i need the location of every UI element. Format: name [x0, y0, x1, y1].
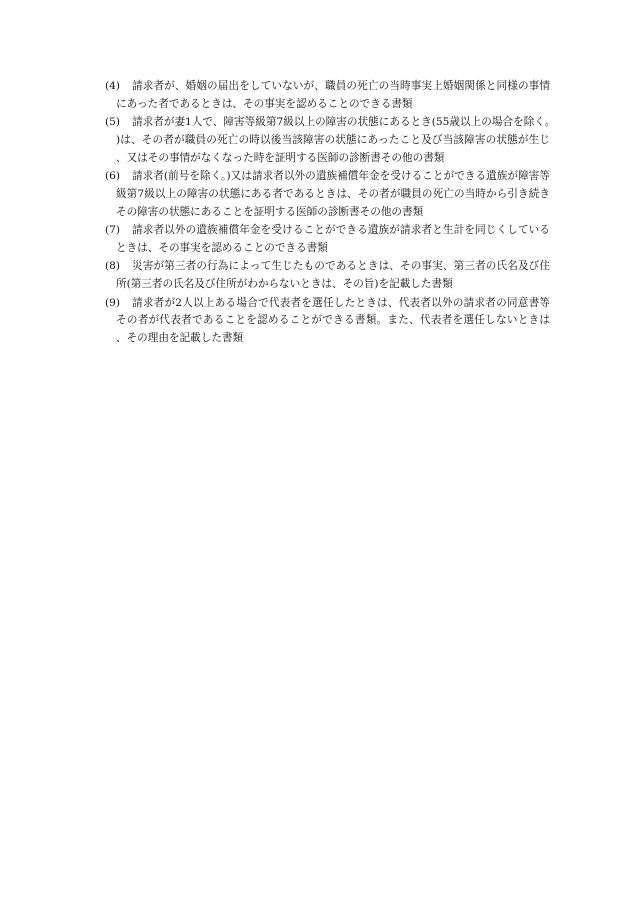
item-number: (7) [105, 224, 121, 237]
item-number: (8) [105, 260, 121, 273]
item-number: (4) [105, 80, 121, 92]
list-item [105, 78, 550, 114]
list-item [105, 295, 550, 348]
item-text: 請求者が2人以上ある場合で代表者を選任したときは、代表者以外の請求者の同意書等その者が代表者であることを認めることができる書類。また、代表者を選任しないときは、その理由を記載した書類 [116, 296, 550, 345]
item-number: (6) [105, 170, 121, 183]
item-number: (9) [105, 296, 121, 309]
document-body [105, 78, 550, 349]
item-text: 請求者が妻1人で、障害等級第7級以上の障害の状態にあるとき(55歳以上の場合を除く。)は、その者が職員の死亡の時以後当該障害の状態にあったこと及び当該障害の状態が生じ、又はその事情がなくなった時を証明する医師の診断書その他の書類 [116, 116, 550, 164]
item-text: 災害が第三者の行為によって生じたものであるときは、その事実、第三者の氏名及び住所(第三者の氏名及び住所がわからないときは、その旨)を記載した書類 [116, 260, 550, 291]
list-item [105, 258, 550, 294]
list-item [105, 168, 550, 221]
list-item [105, 114, 550, 167]
item-text: 請求者(前号を除く。)又は請求者以外の遺族補償年金を受けることができる遺族が障害等級第7級以上の障害の状態にある者であるときは、その者が職員の死亡の当時から引き続きその障害の状態にあることを証明する医師の診断書その他の書類 [116, 170, 550, 218]
item-text: 請求者以外の遺族補償年金を受けることができる遺族が請求者と生計を同じくしているときは、その事実を認めることのできる書類 [116, 224, 550, 254]
item-number: (5) [105, 116, 121, 129]
item-text: 請求者が、婚姻の届出をしていないが、職員の死亡の当時事実上婚姻関係と同様の事情にあった者であるときは、その事実を認めることのできる書類 [116, 80, 550, 110]
list-item [105, 222, 550, 258]
